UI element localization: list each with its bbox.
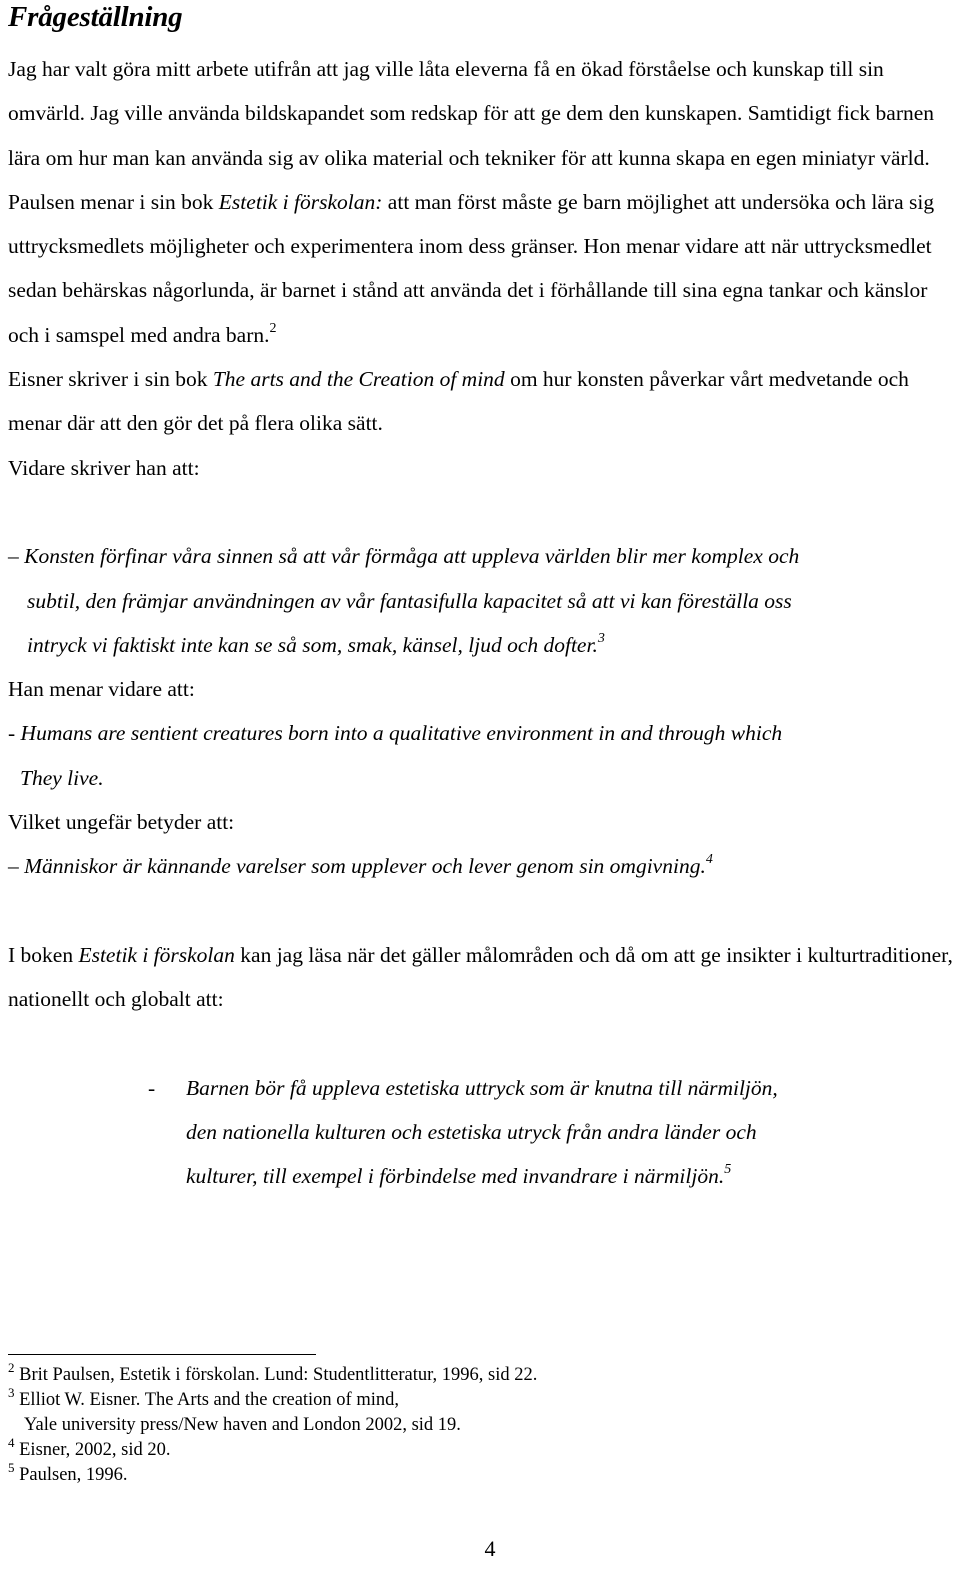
bullet-list — [8, 1066, 958, 1199]
paragraph-2-part-a: Eisner skriver i sin bok — [8, 367, 213, 392]
quote-3 — [8, 844, 958, 888]
footnote-5-number: 5 — [8, 1460, 15, 1475]
quote-1-line-3: intryck vi faktiskt inte kan se så som, smak, känsel, ljud och dofter. — [27, 632, 598, 657]
paragraph-1 — [8, 47, 958, 357]
blank-line-2 — [8, 889, 958, 933]
book-title-eisner: The arts and the Creation of mind — [212, 367, 505, 392]
footnote-5 — [8, 1460, 908, 1488]
footnote-ref-3[interactable]: 3 — [597, 630, 605, 646]
list-line-1: Barnen bör få uppleva estetiska uttryck som är knutna till närmiljön, — [186, 1075, 778, 1100]
paragraph-6 — [8, 933, 958, 1022]
paragraph-2 — [8, 357, 958, 446]
footnote-2-number: 2 — [8, 1360, 15, 1375]
quote-2-line-2: They live. — [20, 765, 104, 790]
quote-2 — [8, 711, 958, 800]
list-item — [186, 1066, 958, 1199]
blank-line-3 — [8, 1022, 958, 1066]
quote-1 — [8, 534, 958, 667]
quote-1-line-2: subtil, den främjar användningen av vår fantasifulla kapacitet så att vi kan föreställa oss — [27, 588, 792, 613]
page-number: 4 — [484, 1536, 496, 1561]
footnote-4-number: 4 — [8, 1435, 15, 1450]
footnote-3-continued: Yale university press/New haven and London 2002, sid 19. — [24, 1415, 461, 1435]
list-line-3: kulturer, till exempel i förbindelse med invandrare i närmiljön. — [186, 1164, 725, 1189]
footnote-2 — [8, 1360, 908, 1388]
list-dash: - — [148, 1075, 156, 1100]
paragraph-1-part-b: att man först måste ge barn möjlighet att undersöka och lära sig uttrycksmedlets möjligheter och experimentera inom dess gränser. Hon menar vidare att när uttrycksmedlet sedan behärskas någorlunda, är barnet i stånd att använda det i förhållande till sina egna tankar och känslor och i samspel med andra barn. — [8, 189, 935, 347]
paragraph-4: Han menar vidare att: — [8, 677, 195, 702]
footnotes — [8, 1360, 908, 1488]
quote-1-line-1: – Konsten förfinar våra sinnen så att vår förmåga att uppleva världen blir mer komplex och — [8, 544, 800, 569]
footnote-5-text: Paulsen, 1996. — [14, 1465, 128, 1485]
paragraph-1-part-a: Jag har valt göra mitt arbete utifrån att jag ville låta eleverna få en ökad förståelse och kunskap till sin omvärld. Jag ville använda bildskapandet som redskap för att ge dem den kunskapen. Samtidigt fick barnen lära om hur man kan använda sig av olika material och tekniker för att kunna skapa en egen miniatyr värld. Paulsen menar i sin bok — [8, 57, 935, 214]
list-line-3-wrap — [186, 1154, 958, 1198]
book-title-estetik: Estetik i förskolan: — [218, 189, 383, 214]
quote-1-line-3-wrap — [8, 623, 958, 667]
footnote-ref-5[interactable]: 5 — [724, 1162, 732, 1178]
paragraph-3: Vidare skriver han att: — [8, 455, 200, 480]
footnote-4-text: Eisner, 2002, sid 20. — [14, 1440, 171, 1460]
paragraph-6-part-a: I boken — [8, 942, 79, 967]
footnote-4 — [8, 1435, 908, 1463]
blank-line — [8, 490, 958, 534]
section-heading: Frågeställning — [8, 1, 183, 33]
footnote-divider — [8, 1354, 316, 1355]
list-line-2: den nationella kulturen och estetiska utryck från andra länder och — [186, 1120, 757, 1145]
quote-2-line-1-wrap — [8, 711, 958, 755]
document-page — [8, 0, 958, 1485]
book-title-estetik-2: Estetik i förskolan — [78, 942, 235, 967]
paragraph-5: Vilket ungefär betyder att: — [8, 810, 235, 835]
quote-2-line-1: Humans are sentient creatures born into a qualitative environment in and through which — [20, 721, 783, 746]
paragraph-2-part-b: om hur konsten påverkar vårt medvetande och menar där att den gör det på flera olika sätt. — [8, 367, 909, 436]
footnote-3-text: Elliot W. Eisner. The Arts and the creation of mind, — [14, 1390, 399, 1410]
quote-3-text: – Människor är kännande varelser som upplever och lever genom sin omgivning. — [8, 854, 706, 879]
quote-2-dash: - — [8, 721, 21, 746]
footnote-ref-2[interactable]: 2 — [269, 320, 277, 336]
paragraph-6-part-b: kan jag läsa när det gäller målområden och då om att ge insikter i kulturtraditioner, nationellt och globalt att: — [8, 942, 953, 1012]
footnote-ref-4[interactable]: 4 — [705, 852, 713, 868]
footnote-3-number: 3 — [8, 1385, 15, 1400]
footnote-2-text: Brit Paulsen, Estetik i förskolan. Lund: Studentlitteratur, 1996, sid 22. — [14, 1365, 538, 1385]
footnote-3 — [8, 1385, 908, 1413]
